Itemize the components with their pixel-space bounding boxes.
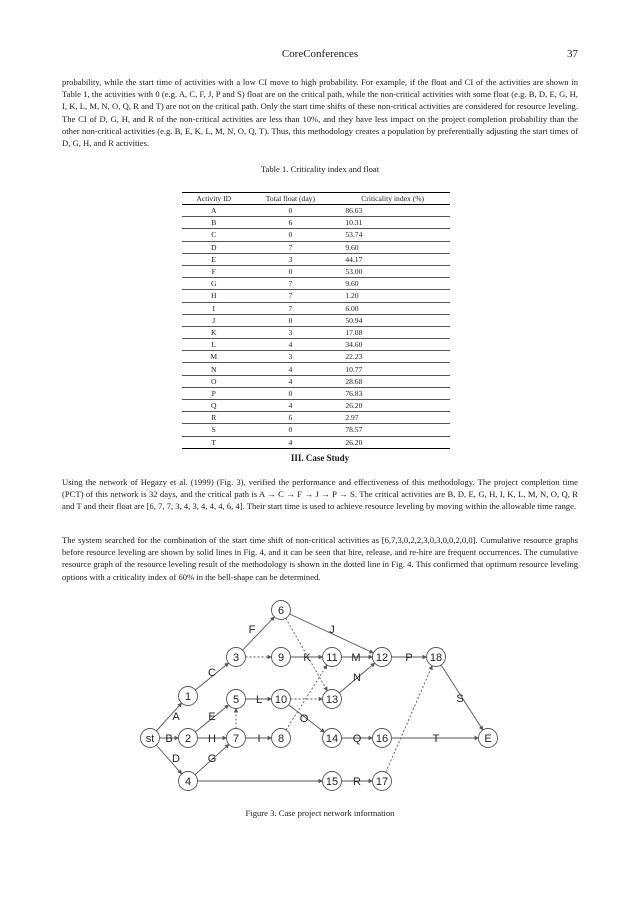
node-6 (272, 601, 291, 620)
node-5 (227, 690, 246, 709)
case-paragraph-2: The system searched for the combination of the start time shift of non-critical activities as [6,7,3,0,2,2,3,0,3,0,0,2,0,0]. Cumulative resource graphs before resource leveling are shown by solid lines in Fig. 4, and it can be seen that hire, release, and re-hire are frequent occurrences. The cumulative resource graph of the resource leveling result of the methodology is shown in the dotted line in Fig. 4. This confirmed that optimum resource leveling options with a criticality index of 60% in the bell-shape can be determined. (62, 535, 578, 582)
table-row (182, 253, 450, 265)
edge-3-6 (243, 617, 275, 650)
table-cell: 53.74 (335, 229, 450, 241)
table-cell: 50.94 (335, 314, 450, 326)
page-number: 37 (567, 48, 578, 60)
node-label: st (145, 733, 155, 745)
activity-label-B: B (165, 733, 173, 745)
table-row (182, 351, 450, 363)
activity-label-Q: Q (352, 733, 362, 745)
table-row (182, 205, 450, 217)
table-cell: 53.00 (335, 265, 450, 277)
node-label: 10 (274, 694, 288, 706)
case-paragraph-1: Using the network of Hegazy et al. (1999) (Fig. 3), verified the performance and effectiveness of this methodology. The project completion time (PCT) of this network is 32 days, and the critical path is A → C → F → J → P → S. The critical activities are B, D, E, G, H, I, K, L, M, N, O, Q, R and T and their float are [6, 7, 7, 3, 4, 3, 4, 4, 4, 6, 4]. Their start time is used to achieve resource leveling by moving within the allowable time range. (62, 477, 578, 512)
node-label: 7 (232, 733, 240, 745)
table-cell: T (182, 436, 246, 448)
activity-label-T: T (432, 733, 440, 745)
table-cell: 4 (246, 436, 336, 448)
table-row (182, 400, 450, 412)
table-cell: 0 (246, 424, 336, 436)
table-cell: 7 (246, 278, 336, 290)
node-9 (272, 648, 291, 667)
table-cell: 7 (246, 302, 336, 314)
node-2 (179, 729, 198, 748)
node-label: 2 (184, 733, 192, 745)
node-label: 18 (429, 652, 443, 664)
table-row (182, 314, 450, 326)
figure-caption: Figure 3. Case project network information (245, 808, 395, 818)
journal-name: CoreConferences (281, 48, 359, 60)
node-label: E (484, 733, 492, 745)
table-row (182, 412, 450, 424)
node-12 (373, 648, 392, 667)
table-cell: D (182, 241, 246, 253)
table-cell: 34.60 (335, 339, 450, 351)
node-label: 1 (184, 691, 192, 703)
node-label: 14 (325, 733, 339, 745)
node-label: 5 (232, 694, 240, 706)
activity-label-A: A (172, 711, 180, 723)
table-cell: 86.63 (335, 205, 450, 217)
node-E (479, 729, 498, 748)
activity-label-S: S (456, 693, 464, 705)
node-label: 9 (277, 652, 285, 664)
table-row (182, 217, 450, 229)
node-3 (227, 648, 246, 667)
node-10 (272, 690, 291, 709)
node-18 (427, 648, 446, 667)
table-cell: F (182, 265, 246, 277)
table-cell: 2.97 (335, 412, 450, 424)
table-cell: K (182, 326, 246, 338)
table-cell: 9.60 (335, 241, 450, 253)
table-row (182, 326, 450, 338)
table-row (182, 339, 450, 351)
table-cell: G (182, 278, 246, 290)
table-cell: L (182, 339, 246, 351)
table-cell: 6 (246, 217, 336, 229)
table-cell: 76.83 (335, 387, 450, 399)
table-cell: 4 (246, 375, 336, 387)
activity-label-I: I (257, 733, 261, 745)
table-cell: H (182, 290, 246, 302)
table-cell: C (182, 229, 246, 241)
node-label: 6 (277, 605, 285, 617)
table-cell: I (182, 302, 246, 314)
table-cell: Q (182, 400, 246, 412)
intro-paragraph: probability, while the start time of activities with a low CI move to high probability. For example, if the float and CI of the activities are shown in Table 1, the activities with 0 (e.g. A, C, F, J, P and S) float are on the critical path, while the non-critical activities with some float (e.g. B, D, E, G, H, I, K, L, M, N, O, Q, R and T) are not on the critical path. Only the start time shifts of these non-critical activities are considered for resource leveling. The CI of D, G, H, and R of the non-critical activities are less than 10%, and they have less impact on the project completion probability than the other non-critical activities (e.g. B, E, K, L, M, N, O, Q, T). Thus, this methodology creates a population by preferentially adjusting the start times of D, G, H, and R activities. (62, 77, 578, 149)
node-13 (323, 690, 342, 709)
table-cell: R (182, 412, 246, 424)
table-row (182, 424, 450, 436)
node-4 (179, 772, 198, 791)
section-title: III. Case Study (290, 453, 350, 463)
table-cell: 9.60 (335, 278, 450, 290)
table-row (182, 278, 450, 290)
node-label: 13 (325, 694, 339, 706)
table-row (182, 363, 450, 375)
activity-label-L: L (255, 694, 263, 706)
table-cell: A (182, 205, 246, 217)
activity-label-G: G (207, 753, 217, 765)
table-cell: 4 (246, 339, 336, 351)
criticality-table (182, 192, 450, 449)
table-cell: N (182, 363, 246, 375)
table-cell: 4 (246, 363, 336, 375)
table-cell: 6 (246, 412, 336, 424)
activity-label-O: O (299, 713, 309, 725)
activity-label-D: D (172, 753, 180, 765)
table-cell: 10.77 (335, 363, 450, 375)
diagram-edges (156, 614, 483, 781)
node-15 (323, 772, 342, 791)
table-cell: 7 (246, 290, 336, 302)
table-row (182, 387, 450, 399)
node-7 (227, 729, 246, 748)
table-cell: 10.31 (335, 217, 450, 229)
table-cell: B (182, 217, 246, 229)
node-label: 12 (375, 652, 389, 664)
node-1 (179, 687, 198, 706)
node-8 (272, 729, 291, 748)
table-cell: O (182, 375, 246, 387)
activity-label-J: J (329, 624, 335, 636)
node-16 (373, 729, 392, 748)
node-14 (323, 729, 342, 748)
activity-label-F: F (248, 624, 256, 636)
table-cell: 0 (246, 205, 336, 217)
network-diagram (140, 596, 510, 796)
table-row (182, 436, 450, 448)
table-cell: 26.20 (335, 400, 450, 412)
table-header-row (182, 193, 450, 205)
node-17 (373, 772, 392, 791)
activity-label-H: H (208, 733, 216, 745)
node-label: 11 (326, 652, 338, 664)
node-label: 16 (375, 733, 389, 745)
column-header: Total float (day) (246, 193, 336, 205)
table-cell: 4 (246, 400, 336, 412)
table-cell: 0 (246, 229, 336, 241)
table-body (182, 205, 450, 449)
node-label: 8 (277, 733, 285, 745)
table-cell: J (182, 314, 246, 326)
table-cell: 0 (246, 387, 336, 399)
node-st (141, 729, 160, 748)
activity-label-R: R (353, 776, 361, 788)
table-row (182, 265, 450, 277)
table-cell: 7 (246, 241, 336, 253)
table-row (182, 229, 450, 241)
table-cell: 44.17 (335, 253, 450, 265)
node-label: 17 (375, 776, 389, 788)
table-cell: 22.23 (335, 351, 450, 363)
table-cell: 0 (246, 265, 336, 277)
activity-label-N: N (353, 672, 361, 684)
diagram-nodes (141, 601, 498, 791)
node-label: 4 (184, 776, 192, 788)
table-cell: 6.00 (335, 302, 450, 314)
table-cell: S (182, 424, 246, 436)
table-caption: Table 1. Criticality index and float (260, 164, 380, 174)
activity-labels (165, 624, 463, 788)
activity-label-K: K (303, 652, 311, 664)
activity-label-C: C (208, 667, 216, 679)
table-cell: 3 (246, 351, 336, 363)
table-cell: 3 (246, 253, 336, 265)
table-cell: 26.20 (335, 436, 450, 448)
table-row (182, 302, 450, 314)
column-header: Criticality index (%) (335, 193, 450, 205)
table-row (182, 375, 450, 387)
table-cell: 28.68 (335, 375, 450, 387)
table-cell: 1.20 (335, 290, 450, 302)
column-header: Activity ID (182, 193, 246, 205)
table-row (182, 241, 450, 253)
running-header (62, 48, 578, 64)
table-cell: 78.57 (335, 424, 450, 436)
table-cell: E (182, 253, 246, 265)
edge-17-18 (386, 666, 432, 773)
activity-label-E: E (208, 711, 216, 723)
table-cell: M (182, 351, 246, 363)
node-label: 15 (325, 776, 339, 788)
table-row (182, 290, 450, 302)
table-cell: P (182, 387, 246, 399)
node-label: 3 (232, 652, 240, 664)
table-cell: 17.08 (335, 326, 450, 338)
table-cell: 0 (246, 314, 336, 326)
activity-label-M: M (351, 652, 361, 664)
node-11 (323, 648, 342, 667)
table-cell: 3 (246, 326, 336, 338)
activity-label-P: P (405, 652, 413, 664)
